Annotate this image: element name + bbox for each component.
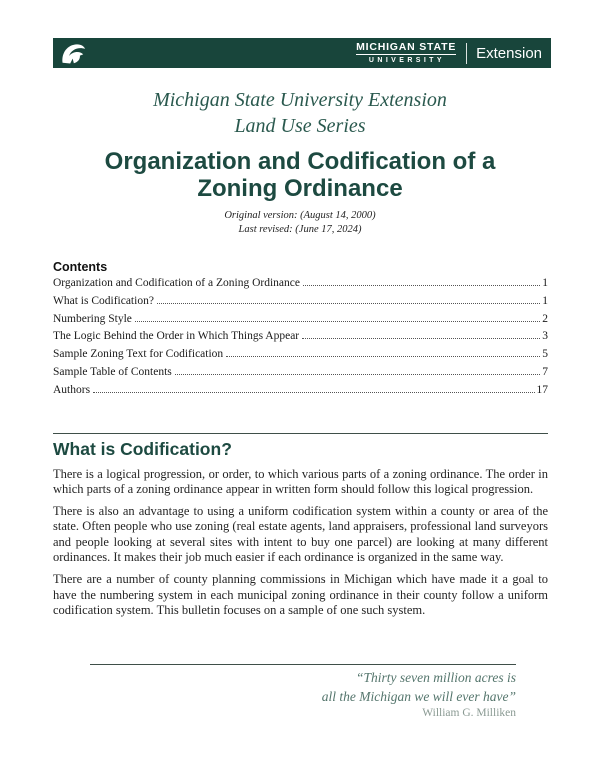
msu-brand-bar [53, 38, 551, 68]
toc-page-number: 5 [542, 348, 548, 361]
toc-entry-label: Organization and Codification of a Zoning Ordinance [53, 277, 300, 289]
toc-dotted-leader [93, 392, 534, 393]
wordmark-group [356, 42, 542, 65]
document-title [0, 148, 600, 202]
msu-wordmark [356, 42, 456, 65]
toc-dotted-leader [135, 321, 540, 322]
wordmark-divider [466, 43, 467, 64]
section-divider-rule [53, 433, 548, 434]
toc-page-number: 1 [542, 294, 548, 307]
toc-entry[interactable] [53, 348, 548, 366]
toc-entry-label: Authors [53, 383, 91, 396]
body-paragraph: There is also an advantage to using a uniform codification system within a county or area of the state. Often people who use zoning (real estate agents, land appraisers, professional land surveyors and people looking at several sites with intent to buy one parcel) are looking at many different ordinances. It makes their job much easier if each ordinance is organized in the same way. [53, 504, 548, 565]
toc-entry-label: What is Codification? [53, 294, 154, 307]
toc-entry[interactable] [53, 295, 548, 313]
toc-dotted-leader [302, 338, 540, 339]
extension-label: Extension [476, 44, 542, 62]
toc-page-number: 17 [536, 383, 548, 396]
toc-dotted-leader [175, 374, 540, 375]
toc-page-number: 1 [542, 277, 548, 289]
series-title [0, 87, 600, 139]
quote-line2: all the Michigan we will ever have” [321, 688, 516, 704]
version-block [0, 209, 600, 237]
quote-block [90, 664, 516, 721]
toc-dotted-leader [157, 303, 540, 304]
toc-entry-label: Numbering Style [53, 312, 132, 325]
document-title-line2: Zoning Ordinance [197, 175, 403, 202]
toc-dotted-leader [226, 356, 540, 357]
toc-entry-label: Sample Zoning Text for Codification [53, 348, 224, 361]
section-heading: What is Codification? [53, 438, 232, 459]
toc-dotted-leader [303, 285, 540, 286]
content-column [0, 260, 600, 721]
original-version-line: Original version: (August 14, 2000) [224, 210, 376, 221]
toc-entry[interactable] [53, 330, 548, 348]
quote-attribution: William G. Milliken [422, 707, 516, 720]
wordmark-top-line: MICHIGAN STATE [356, 40, 457, 53]
toc-entry[interactable] [53, 366, 548, 384]
quote-line1: “Thirty seven million acres is [356, 670, 516, 686]
toc-page-number: 3 [542, 330, 548, 343]
toc-entry[interactable] [53, 384, 548, 402]
toc-page-number: 2 [542, 312, 548, 325]
toc-entry-label: The Logic Behind the Order in Which Things Appear [53, 330, 300, 343]
series-title-line1: Michigan State University Extension [153, 89, 447, 111]
last-revised-line: Last revised: (June 17, 2024) [238, 224, 362, 235]
table-of-contents [53, 277, 548, 402]
document-title-line1: Organization and Codification of a [104, 148, 496, 175]
toc-entry-label: Sample Table of Contents [53, 365, 172, 378]
body-paragraph: There are a number of county planning commissions in Michigan which have made it a goal to have the numbering system in each municipal zoning ordinance in their county follow a uniform codification system. This bulletin focuses on a sample of one such system. [53, 572, 548, 617]
series-title-line2: Land Use Series [234, 115, 366, 137]
toc-page-number: 7 [542, 365, 548, 378]
spartan-helmet-icon [60, 42, 87, 65]
body-paragraph: There is a logical progression, or order, to which various parts of a zoning ordinance. The order in which parts of a zoning ordinance appear in written form should follow this logical progression. [53, 466, 548, 496]
toc-entry[interactable] [53, 277, 548, 295]
toc-entry[interactable] [53, 313, 548, 331]
contents-heading: Contents [53, 260, 108, 274]
wordmark-bottom-line: UNIVERSITY [368, 56, 445, 64]
